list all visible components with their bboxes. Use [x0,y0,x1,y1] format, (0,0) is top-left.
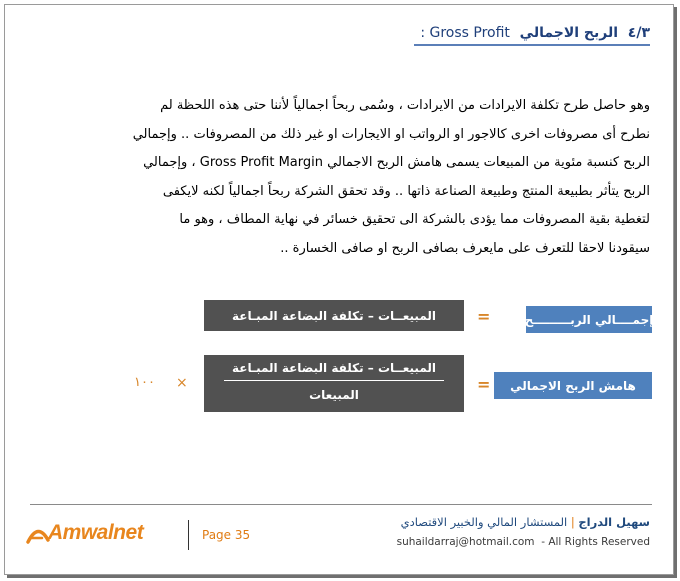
paragraph-line: لتغطية بقية المصروفات مما يؤدى بالشركة الى تحقيق خسائر في نهاية المطاف ، وهو ما [179,212,650,227]
gross-margin-label: هامش الربح الاجمالي [494,372,652,399]
multiplier-value: ١٠٠ [134,375,155,390]
logo-text: Amwalnet [48,521,144,544]
paragraph-line: الربح يتأثر بطبيعة المنتج وطبيعة الصناعة ذاتها .. وقد تحقق الشركة ربحاً اجمالياً لكنه لايكفى [162,183,650,199]
heading-number: ٤/٣ [627,25,650,41]
paragraph-line: الربح كنسبة مئوية من المبيعات يسمى هامش الربح الاجمالي Gross Profit Margin ، وإجمالي [143,155,650,170]
copyright-line [397,536,650,548]
page-number: Page 35 [202,528,251,542]
author-title: المستشار المالي والخبير الاقتصادي [400,515,568,529]
fraction-denominator: المبيعات [309,388,359,402]
author-separator: | [570,515,575,529]
fraction-box [204,355,464,412]
gross-profit-label: إجمــــالي الربـــــــــح [526,306,652,333]
author-line [401,515,650,529]
multiply-sign: × [176,375,188,391]
author-email: suhaildarraj@hotmail.com [396,536,535,548]
paragraph-line: نطرح أى مصروفات اخرى كالاجور او الرواتب او الايجارات او غير ذلك من المصروفات .. وإجمالي [132,126,650,142]
footer-divider [30,504,652,505]
paragraph-line: وهو حاصل طرح تكلفة الايرادات من الايرادات ، وسُمى ربحاً اجمالياً لأننا حتى هذه اللحظة لم [160,98,650,113]
gross-profit-expression: المبيعــات – تكلفة البضاعة المبـاعة [204,300,464,331]
section-heading [414,25,650,46]
heading-arabic: الربح الاجمالي [519,25,619,41]
body-paragraph [28,92,650,263]
page-frame [4,4,674,575]
heading-english: Gross Profit : [420,25,510,41]
fraction-numerator: المبيعــات – تكلفة البضاعة المبـاعة [224,361,444,381]
paragraph-line: سيقودنا لاحقا للتعرف على مايعرف بصافى الربح او صافى الخسارة .. [280,240,650,256]
equals-sign: = [477,375,491,394]
rights-text: - All Rights Reserved [541,536,650,548]
equals-sign: = [477,307,491,326]
author-name: سهيل الدراج [578,515,650,529]
amwalnet-logo [26,518,176,550]
logo-divider [188,520,189,550]
